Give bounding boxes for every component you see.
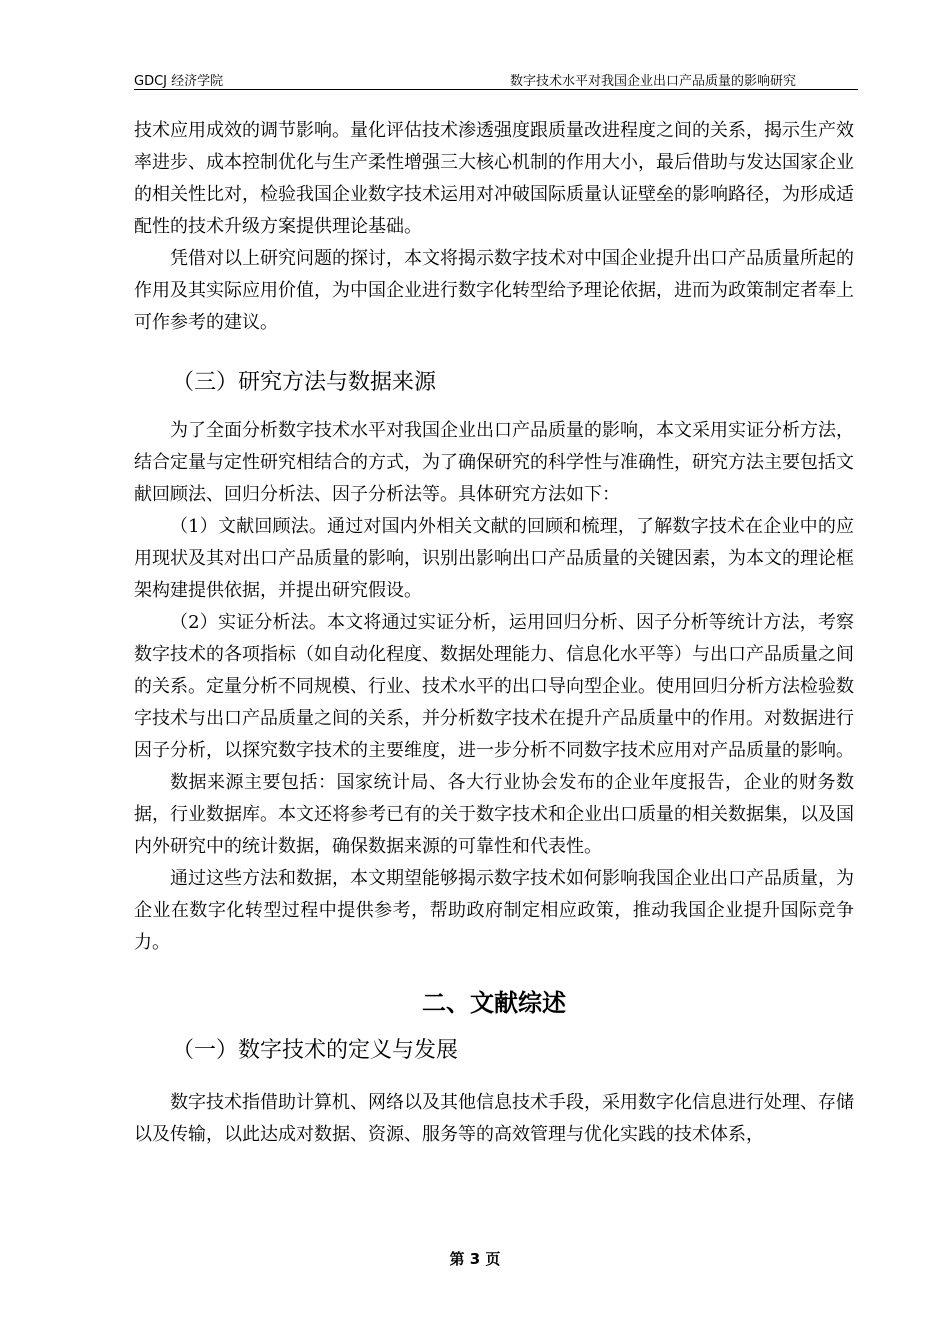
paragraph-data-sources: 数据来源主要包括：国家统计局、各大行业协会发布的企业年度报告，企业的财务数据，行业数据库。本文还将参考已有的关于数字技术和企业出口质量的相关数据集，以及国内外研究中的统计数据，确保数据来源的可靠性和代表性。 xyxy=(134,772,854,857)
paragraph: 通过这些方法和数据，本文期望能够揭示数字技术如何影响我国企业出口产品质量，为企业在数字化转型过程中提供参考，帮助政府制定相应政策，推动我国企业提升国际竞争力。 xyxy=(134,868,854,953)
paragraph: 凭借对以上研究问题的探讨，本文将揭示数字技术对中国企业提升出口产品质量所起的作用及其实际应用价值，为中国企业进行数字化转型给予理论依据，进而为政策制定者奉上可作参考的建议。 xyxy=(134,248,854,333)
section-heading-digital-tech-definition: （一）数字技术的定义与发展 xyxy=(172,1038,459,1063)
page-number: 第 3 页 xyxy=(449,1250,501,1268)
paragraph: 数字技术指借助计算机、网络以及其他信息技术手段，采用数字化信息进行处理、存储以及传输，以此达成对数据、资源、服务等的高效管理与优化实践的技术体系， xyxy=(134,1092,854,1145)
paragraph: 为了全面分析数字技术水平对我国企业出口产品质量的影响，本文采用实证分析方法，结合定量与定性研究相结合的方式，为了确保研究的科学性与准确性，研究方法主要包括文献回顾法、回归分析法、因子分析法等。具体研究方法如下： xyxy=(134,420,854,505)
page-body xyxy=(134,115,854,1151)
paragraph-continued: 技术应用成效的调节影响。量化评估技术渗透强度跟质量改进程度之间的关系，揭示生产效率进步、成本控制优化与生产柔性增强三大核心机制的作用大小，最后借助与发达国家企业的相关性比对，检验我国企业数字技术运用对冲破国际质量认证壁垒的影响路径，为形成适配性的技术升级方案提供理论基础。 xyxy=(134,120,854,237)
header-paper-title: 数字技术水平对我国企业出口产品质量的影响研究 xyxy=(509,74,796,89)
chapter-heading-literature-review: 二、文献综述 xyxy=(422,989,566,1017)
page-header xyxy=(134,67,858,90)
section-heading-research-methods: （三）研究方法与数据来源 xyxy=(172,370,437,395)
paragraph-method-1: （1）文献回顾法。通过对国内外相关文献的回顾和梳理，了解数字技术在企业中的应用现状及其对出口产品质量的影响，识别出影响出口产品质量的关键因素，为本文的理论框架构建提供依据，并提出研究假设。 xyxy=(134,516,854,601)
paragraph-method-2: （2）实证分析法。本文将通过实证分析，运用回归分析、因子分析等统计方法，考察数字技术的各项指标（如自动化程度、数据处理能力、信息化水平等）与出口产品质量之间的关系。定量分析不同规模、行业、技术水平的出口导向型企业。使用回归分析方法检验数字技术与出口产品质量之间的关系，并分析数字技术在提升产品质量中的作用。对数据进行因子分析，以探究数字技术的主要维度，进一步分析不同数字技术应用对产品质量的影响。 xyxy=(134,612,854,761)
header-institution: GDCJ 经济学院 xyxy=(134,74,224,89)
